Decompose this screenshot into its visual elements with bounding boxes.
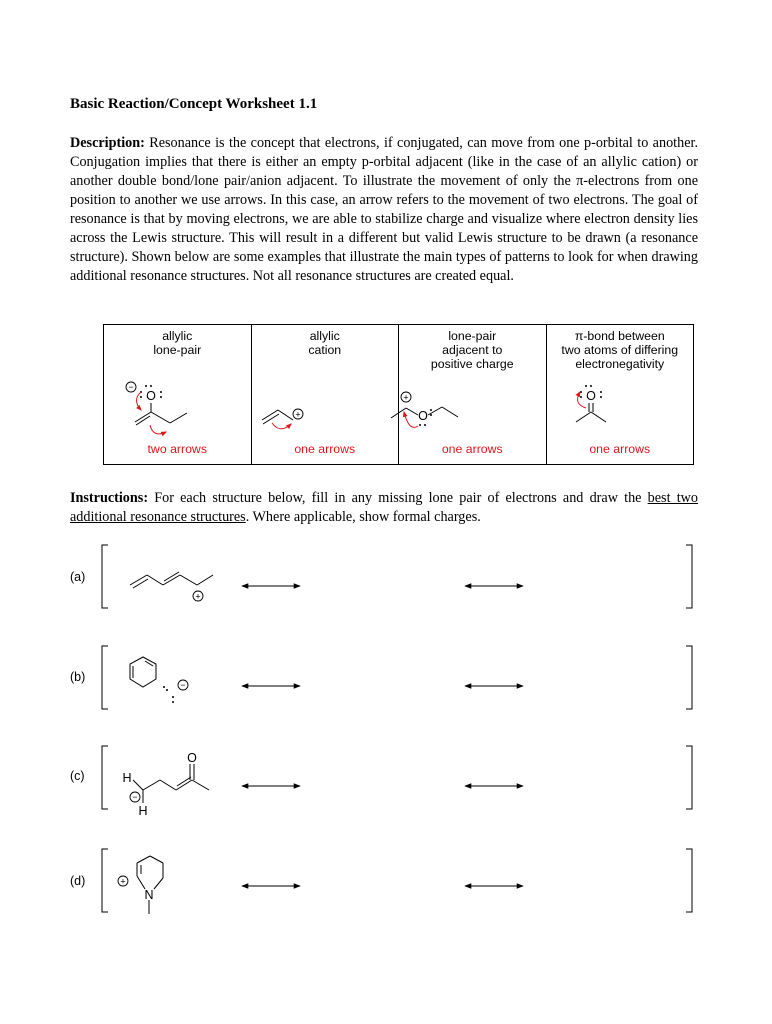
example3-structure <box>391 392 458 427</box>
example-arrow-count: one arrows <box>294 442 356 456</box>
example-header: π-bond between two atoms of differing electronegativity <box>561 329 679 371</box>
curved-arrow-icon <box>137 392 142 410</box>
problem-label-d: (d) <box>70 874 86 888</box>
oxygen-atom: O <box>187 751 197 765</box>
hydrogen-atom: H <box>122 771 132 785</box>
instructions-emphasis: best two additional resonance structures <box>70 490 698 525</box>
example-header: allylic cation <box>308 329 342 357</box>
description-text: Resonance is the concept that electrons, if conjugated, can move from one p-orbital to another. Conjugation implies that there is either an empty p-orbital adjacent (like in the case of an allylic cation) or another double bond/lone pair/anion adjacent. To illustrate the movement of only the π-electrons from one position to another we use arrows. In this case, an arrow refers to the movement of two electrons. The goal of resonance is that by moving electrons, we are able to stabilize charge and visualize where electron density lies across the Lewis structure. This will result in a different but valid Lewis structure to be drawn (a resonance structure). Shown below are some examples that illustrate the main types of patterns to look for when drawing additional resonance structures. Not all resonance structures are created equal. <box>70 135 698 284</box>
description-label: Description: <box>70 135 145 151</box>
problem-label-a: (a) <box>70 570 86 584</box>
oxygen-atom: O <box>586 389 596 403</box>
answer-brackets <box>102 545 692 912</box>
plus-sign: + <box>120 876 126 887</box>
curved-arrow-icon <box>578 392 586 408</box>
example-arrow-count: one arrows <box>589 442 651 456</box>
oxygen-atom: O <box>418 409 428 423</box>
problem-label-c: (c) <box>70 769 85 783</box>
plus-sign: + <box>403 392 409 403</box>
minus-sign: − <box>132 792 138 802</box>
oxygen-atom: O <box>146 389 156 403</box>
nitrogen-atom: N <box>144 888 154 902</box>
structure-d <box>137 856 163 914</box>
example2-structure <box>262 409 303 429</box>
instructions-text-end: . Where applicable, show formal charges. <box>245 509 481 525</box>
structure-c <box>133 764 209 803</box>
example-arrow-count: one arrows <box>441 442 503 456</box>
structure-a <box>130 572 213 588</box>
minus-sign: − <box>128 382 134 392</box>
hydrogen-atom: H <box>138 804 148 818</box>
problem-label-b: (b) <box>70 670 86 684</box>
example-header: lone-pair adjacent to positive charge <box>430 329 514 371</box>
example-arrow-count: two arrows <box>147 442 207 456</box>
instructions-label: Instructions: <box>70 490 149 506</box>
example4-structure <box>576 385 606 422</box>
curved-arrow-icon <box>272 423 291 429</box>
instructions-text: For each structure below, fill in any missing lone pair of electrons and draw the <box>148 490 648 506</box>
resonance-arrows <box>242 586 523 886</box>
example1-structure <box>126 382 187 434</box>
plus-sign: + <box>295 409 301 420</box>
curved-arrow-icon <box>150 425 166 434</box>
example-header: allylic lone-pair <box>153 329 202 357</box>
worksheet-title: Basic Reaction/Concept Worksheet 1.1 <box>70 96 318 112</box>
structure-b <box>130 657 156 687</box>
minus-sign: − <box>180 680 186 690</box>
plus-sign: + <box>195 591 201 602</box>
